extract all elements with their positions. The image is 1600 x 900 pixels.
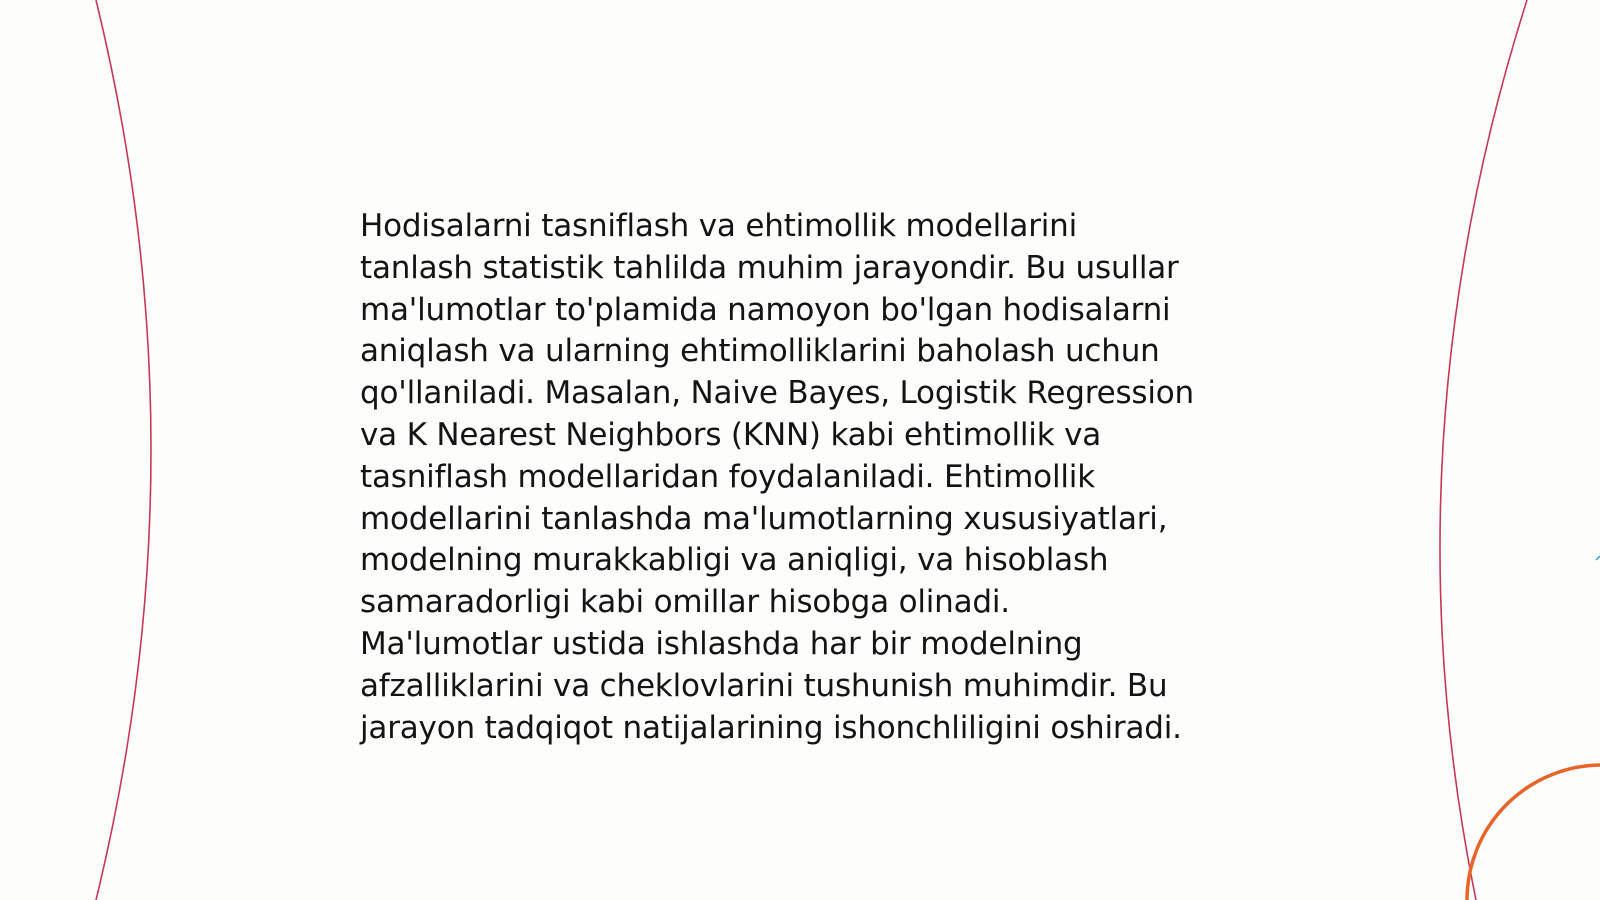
paragraph-line: modelning murakkabligi va aniqligi, va hisoblash <box>360 542 1109 579</box>
paragraph-line: va K Nearest Neighbors (KNN) kabi ehtimollik va <box>360 416 1102 453</box>
paragraph-line: tanlash statistik tahlilda muhim jarayondir. Bu usullar <box>360 249 1179 286</box>
paragraph-line: Hodisalarni tasniflash va ehtimollik modellarini <box>360 208 1078 244</box>
paragraph-line: afzalliklarini va cheklovlarini tushunish muhimdir. Bu <box>360 667 1168 704</box>
paragraph-line: aniqlash va ularning ehtimolliklarini baholash uchun <box>360 333 1160 370</box>
left-arc-decoration <box>96 0 151 900</box>
paragraph-line: tasniflash modellaridan foydalaniladi. Ehtimollik <box>360 458 1095 495</box>
paragraph-line: Ma'lumotlar ustida ishlashda har bir modelning <box>360 625 1083 662</box>
paragraph-line: samaradorligi kabi omillar hisobga olinadi. <box>360 584 1010 621</box>
right-edge-tick-decoration <box>1596 556 1600 560</box>
body-paragraph <box>360 206 1260 749</box>
paragraph-line: modellarini tanlashda ma'lumotlarning xususiyatlari, <box>360 500 1168 537</box>
right-arc-decoration <box>1440 0 1527 900</box>
corner-circle-decoration <box>1467 765 1600 900</box>
paragraph-line: jarayon tadqiqot natijalarining ishonchliligini oshiradi. <box>360 709 1182 746</box>
paragraph-line: qo'llaniladi. Masalan, Naive Bayes, Logistik Regression <box>360 375 1194 412</box>
paragraph-line: ma'lumotlar to'plamida namoyon bo'lgan hodisalarni <box>360 291 1171 328</box>
